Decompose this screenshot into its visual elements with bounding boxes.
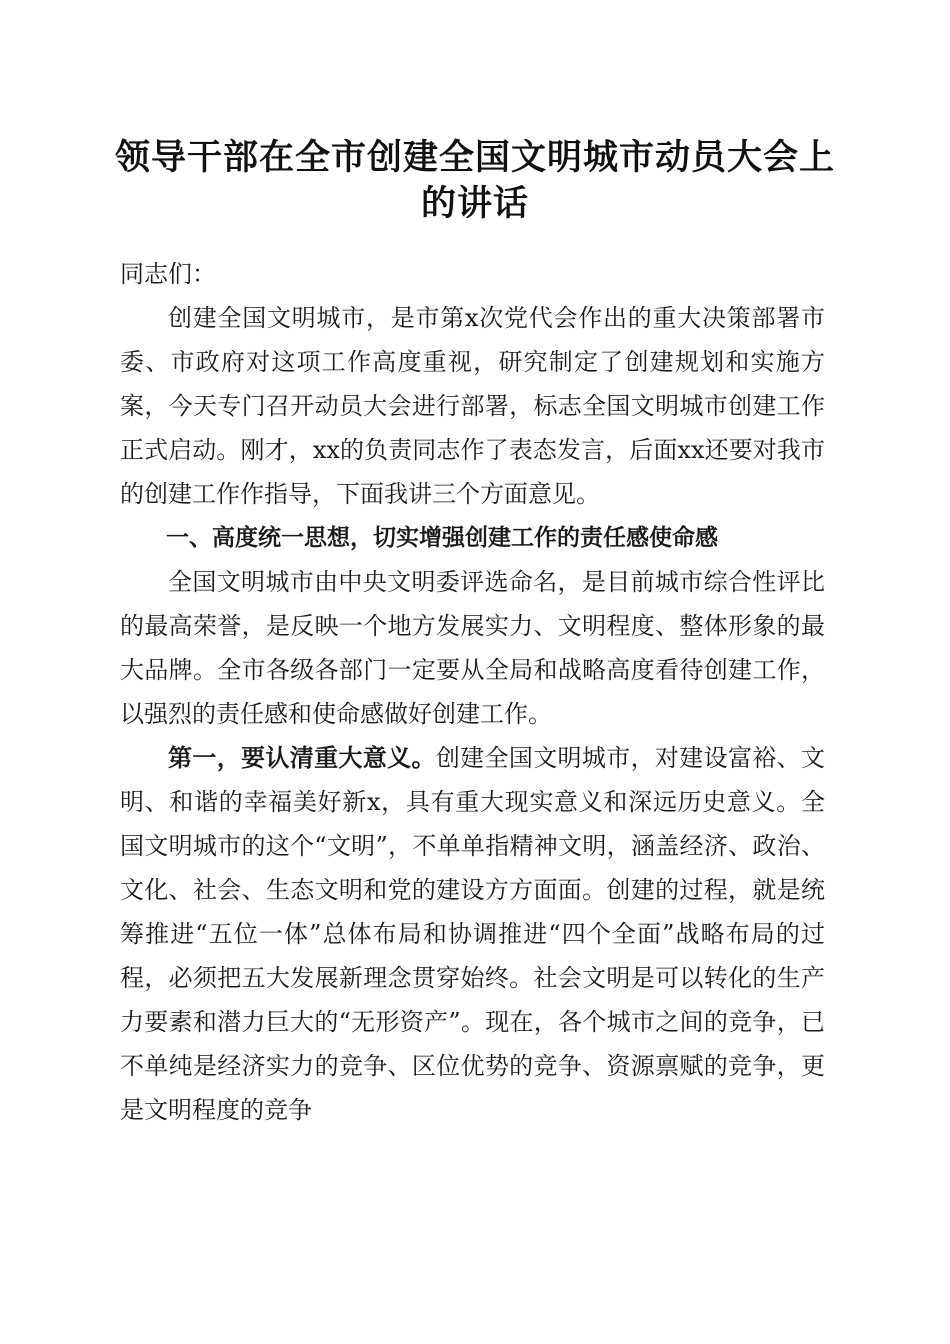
salutation: 同志们： bbox=[120, 260, 216, 288]
point-1-paragraph bbox=[120, 736, 825, 1132]
document-title bbox=[110, 135, 840, 227]
intro-paragraph: 创建全国文明城市，是市第x次党代会作出的重大决策部署市委、市政府对这项工作高度重视，研究制定了创建规划和实施方案，今天专门召开动员大会进行部署，标志全国文明城市创建工作正式启动。刚才，xx的负责同志作了表态发言，后面xx还要对我市的创建工作作指导，下面我讲三个方面意见。 bbox=[120, 304, 825, 508]
section-1-paragraph: 全国文明城市由中央文明委评选命名，是目前城市综合性评比的最高荣誉，是反映一个地方发展实力、文明程度、整体形象的最大品牌。全市各级各部门一定要从全局和战略高度看待创建工作，以强烈的责任感和使命感做好创建工作。 bbox=[120, 568, 825, 728]
title-line-1: 领导干部在全市创建全国文明城市动员大会上 bbox=[114, 137, 835, 178]
point-1-lead: 第一，要认清重大意义。 bbox=[168, 743, 436, 772]
title-line-2: 的讲话 bbox=[420, 183, 529, 224]
section-1-heading: 一、高度统一思想，切实增强创建工作的责任感使命感 bbox=[166, 525, 718, 551]
document-body bbox=[120, 252, 825, 1132]
point-1-body: 创建全国文明城市，对建设富裕、文明、和谐的幸福美好新x，具有重大现实意义和深远历史意义。全国文明城市的这个“文明”，不单单指精神文明，涵盖经济、政治、文化、社会、生态文明和党的建设方方面面。创建的过程，就是统筹推进“五位一体”总体布局和协调推进“四个全面”战略布局的过程，必须把五大发展新理念贯穿始终。社会文明是可以转化的生产力要素和潜力巨大的“无形资产”。现在，各个城市之间的竞争，已不单纯是经济实力的竞争、区位优势的竞争、资源禀赋的竞争，更是文明程度的竞争 bbox=[120, 744, 826, 1124]
